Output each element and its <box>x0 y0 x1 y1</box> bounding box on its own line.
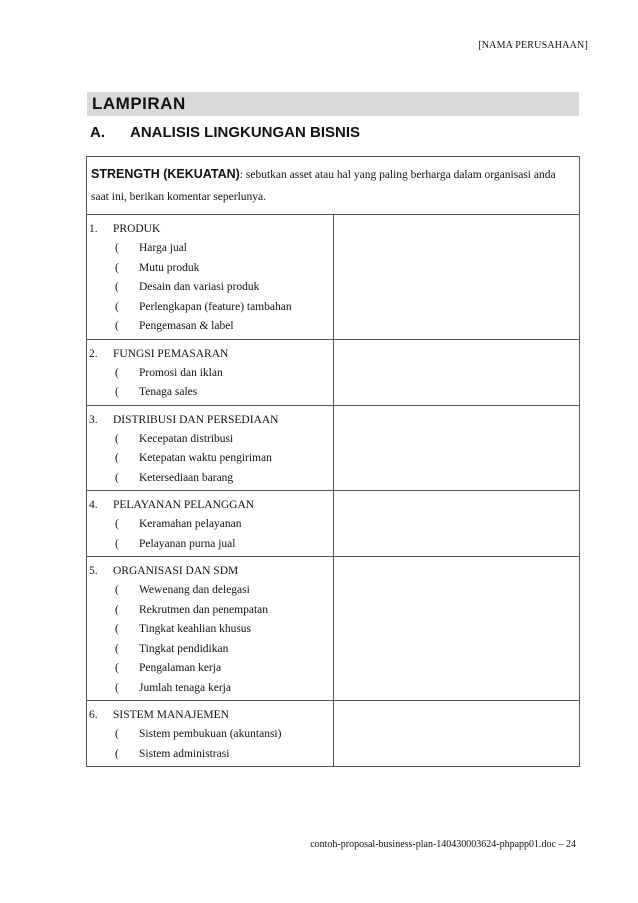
checkbox-marker[interactable]: ( <box>115 623 119 635</box>
category-row <box>87 557 580 701</box>
checklist-item <box>89 725 333 745</box>
checkbox-marker[interactable]: ( <box>115 300 119 313</box>
checklist-item <box>89 364 333 384</box>
checkbox-marker[interactable]: ( <box>115 603 119 616</box>
category-cell <box>87 491 334 557</box>
checklist-item <box>89 259 333 279</box>
checklist-item <box>89 745 333 765</box>
checklist-item <box>89 535 333 555</box>
checklist-item-label: Desain dan variasi produk <box>139 281 260 293</box>
checklist-item-label: Kecepatan distribusi <box>139 432 234 445</box>
checkbox-marker[interactable]: ( <box>115 537 119 550</box>
checklist-item-label: Ketersediaan barang <box>139 471 234 484</box>
category-heading <box>89 495 333 515</box>
checklist-item-label: Pengalaman kerja <box>139 662 222 674</box>
checkbox-marker[interactable]: ( <box>115 747 119 760</box>
category-cell <box>87 701 334 767</box>
checklist-item <box>89 640 333 660</box>
checklist-item <box>89 601 333 621</box>
category-number: 1. <box>89 223 98 235</box>
comment-cell[interactable] <box>333 215 580 340</box>
section-title <box>90 124 360 141</box>
checkbox-marker[interactable]: ( <box>115 320 119 332</box>
category-heading <box>89 219 333 239</box>
checklist-item-label: Jumlah tenaga kerja <box>139 681 231 694</box>
category-number: 2. <box>89 347 98 360</box>
checklist-item-label: Sistem pembukuan (akuntansi) <box>139 728 282 740</box>
checklist-item-label: Mutu produk <box>139 261 200 274</box>
strength-label: STRENGTH (KEKUATAN) <box>91 167 240 181</box>
strength-table <box>86 156 580 767</box>
checkbox-marker[interactable]: ( <box>115 728 119 740</box>
category-number: 3. <box>89 413 98 426</box>
checklist-item <box>89 239 333 259</box>
comment-cell[interactable] <box>333 557 580 701</box>
checklist-item-label: Tenaga sales <box>139 386 198 398</box>
checklist-item <box>89 515 333 535</box>
category-row <box>87 701 580 767</box>
checkbox-marker[interactable]: ( <box>115 518 119 530</box>
category-title: ORGANISASI DAN SDM <box>113 565 239 577</box>
category-number: 4. <box>89 499 98 511</box>
category-row <box>87 491 580 557</box>
strength-description: : sebutkan asset atau hal yang paling berharga dalam organisasi anda saat ini, berikan komentar seperlunya. <box>91 169 556 203</box>
comment-cell[interactable] <box>333 701 580 767</box>
comment-cell[interactable] <box>333 339 580 405</box>
checklist-item <box>89 659 333 679</box>
checkbox-marker[interactable]: ( <box>115 432 119 445</box>
checklist-item-label: Tingkat pendidikan <box>139 642 229 655</box>
checkbox-marker[interactable]: ( <box>115 642 119 655</box>
checkbox-marker[interactable]: ( <box>115 452 119 464</box>
checklist-item-label: Sistem administrasi <box>139 747 230 760</box>
checklist-item <box>89 620 333 640</box>
checkbox-marker[interactable]: ( <box>115 242 119 254</box>
category-number: 6. <box>89 709 98 721</box>
category-title: PRODUK <box>113 223 161 235</box>
checklist-item-label: Wewenang dan delegasi <box>139 584 250 596</box>
category-title: DISTRIBUSI DAN PERSEDIAAN <box>113 413 279 426</box>
company-name-header: [NAMA PERUSAHAAN] <box>478 40 588 51</box>
checklist-item-label: Pelayanan purna jual <box>139 537 236 550</box>
comment-cell[interactable] <box>333 405 580 491</box>
category-number: 5. <box>89 565 98 577</box>
checklist-item-label: Perlengkapan (feature) tambahan <box>139 300 292 313</box>
checklist-item <box>89 278 333 298</box>
category-row <box>87 405 580 491</box>
checkbox-marker[interactable]: ( <box>115 471 119 484</box>
page-footer: contoh-proposal-business-plan-140430003624-phpapp01.doc – 24 <box>310 839 576 850</box>
category-row <box>87 215 580 340</box>
checklist-item <box>89 581 333 601</box>
category-cell <box>87 215 334 340</box>
category-row <box>87 339 580 405</box>
checkbox-marker[interactable]: ( <box>115 681 119 694</box>
checkbox-marker[interactable]: ( <box>115 386 119 398</box>
category-cell <box>87 557 334 701</box>
checklist-item <box>89 298 333 318</box>
category-heading <box>89 410 333 430</box>
checkbox-marker[interactable]: ( <box>115 584 119 596</box>
checkbox-marker[interactable]: ( <box>115 662 119 674</box>
intro-cell <box>87 157 580 215</box>
lampiran-heading-bar <box>87 92 579 116</box>
category-cell <box>87 339 334 405</box>
checkbox-marker[interactable]: ( <box>115 281 119 293</box>
category-title: PELAYANAN PELANGGAN <box>113 499 255 511</box>
checklist-item <box>89 430 333 450</box>
checklist-item-label: Harga jual <box>139 242 188 254</box>
checklist-item <box>89 469 333 489</box>
checklist-item-label: Keramahan pelayanan <box>139 518 242 530</box>
lampiran-title: LAMPIRAN <box>92 94 186 113</box>
category-heading <box>89 344 333 364</box>
checkbox-marker[interactable]: ( <box>115 261 119 274</box>
section-title-text: ANALISIS LINGKUNGAN BISNIS <box>130 124 361 141</box>
comment-cell[interactable] <box>333 491 580 557</box>
section-letter: A. <box>90 124 105 141</box>
category-title: SISTEM MANAJEMEN <box>113 709 229 721</box>
intro-row <box>87 157 580 215</box>
checklist-item-label: Tingkat keahlian khusus <box>139 623 252 635</box>
category-title: FUNGSI PEMASARAN <box>113 347 229 360</box>
checkbox-marker[interactable]: ( <box>115 366 119 379</box>
checklist-item-label: Promosi dan iklan <box>139 366 223 379</box>
checklist-item-label: Rekrutmen dan penempatan <box>139 603 269 616</box>
checklist-item <box>89 679 333 699</box>
checklist-item-label: Ketepatan waktu pengiriman <box>139 452 272 464</box>
category-cell <box>87 405 334 491</box>
category-heading <box>89 705 333 725</box>
checklist-item <box>89 317 333 337</box>
category-heading <box>89 561 333 581</box>
checklist-item-label: Pengemasan & label <box>139 320 234 332</box>
checklist-item <box>89 383 333 403</box>
checklist-item <box>89 449 333 469</box>
